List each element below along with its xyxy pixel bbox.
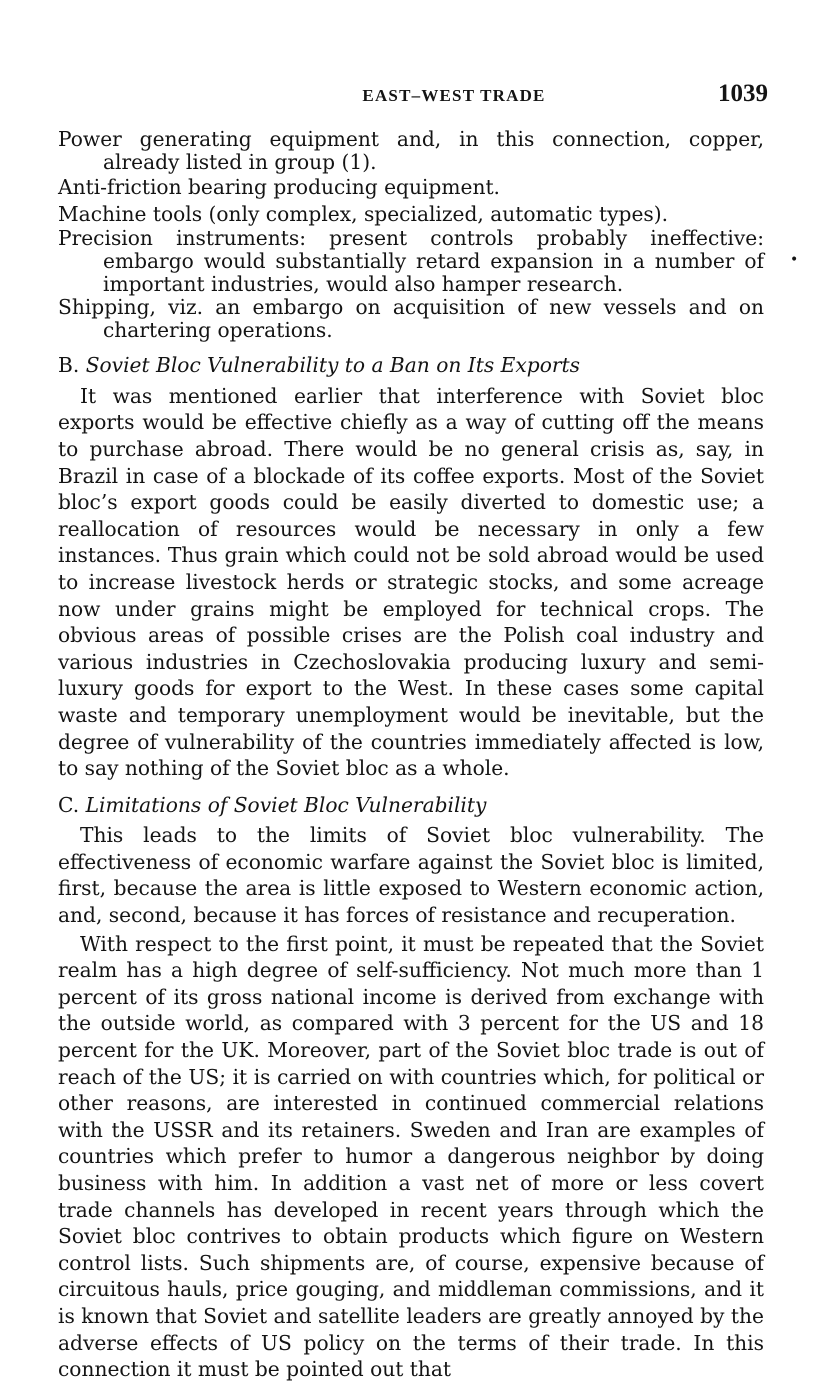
list-item: Power generating equipment and, in this connection, copper, already listed in group (1).: [58, 127, 764, 174]
section-b-heading: [58, 352, 764, 379]
text-column: [58, 128, 764, 1383]
section-c-paragraph: This leads to the limits of Soviet bloc vulnerability. The effectiveness of economic warfare against the Soviet bloc is limited, first, because the area is little exposed to Western economic action, and, second, because it has forces of resistance and recuperation.: [58, 823, 764, 928]
section-b-title: Soviet Bloc Vulnerability to a Ban on Its Exports: [85, 353, 580, 378]
list-item: Machine tools (only complex, specialized, automatic types).: [58, 201, 669, 226]
section-b-paragraph: It was mentioned earlier that interference with Soviet bloc exports would be effective chiefly as a way of cutting off the means to purchase abroad. There would be no general crisis as, say, in Brazil in case of a blockade of its coffee exports. Most of the Soviet bloc’s export goods could be easily diverted to domestic use; a reallocation of resources would be necessary in only a few instances. Thus grain which could not be sold abroad would be used to increase livestock herds or strategic stocks, and some acreage now under grains might be employed for technical crops. The obvious areas of possible crises are the Polish coal industry and various industries in Czechoslovakia producing luxury and semi-luxury goods for export to the West. In these cases some capital waste and temporary unemployment would be inevitable, but the degree of vulnerability of the countries immediately affected is low, to say nothing of the Soviet bloc as a whole.: [58, 383, 764, 781]
section-c-paragraph: With respect to the first point, it must be repeated that the Soviet realm has a high degree of self-sufficiency. Not much more than 1 percent of its gross national income is derived from exchange with the outside world, as compared with 3 percent for the US and 18 percent for the UK. Moreover, part of the Soviet bloc trade is out of reach of the US; it is carried on with countries which, for political or other reasons, are interested in continued commercial relations with the USSR and its retainers. Sweden and Iran are examples of countries which prefer to humor a dangerous neighbor by doing business with him. In addition a vast net of more or less covert trade channels has developed in recent years through which the Soviet bloc contrives to obtain products which figure on Western control lists. Such shipments are, of course, expensive because of circuitous hauls, price gouging, and middleman commissions, and it is known that Soviet and satellite leaders are greatly annoyed by the adverse effects of US policy on the terms of their trade. In this connection it must be pointed out that: [58, 931, 764, 1382]
page-number: 1039: [718, 80, 768, 107]
list-item: Precision instruments: present controls probably ineffective: embargo would substantially retard expansion in a number of important industries, would also hamper research.: [58, 226, 764, 297]
margin-bullet-mark: •: [790, 252, 799, 268]
list-item: Shipping, viz. an embargo on acquisition of new vessels and on chartering operations.: [58, 295, 764, 343]
equipment-list: [58, 128, 764, 342]
section-c-title: Limitations of Soviet Bloc Vulnerability: [85, 792, 487, 817]
running-header: [84, 80, 768, 114]
section-c-heading: [58, 792, 764, 819]
section-b-letter: B.: [58, 353, 80, 378]
running-title: EAST–WEST TRADE: [362, 86, 546, 105]
section-c-letter: C.: [58, 792, 80, 817]
list-item: Anti-friction bearing producing equipment.: [58, 175, 500, 199]
